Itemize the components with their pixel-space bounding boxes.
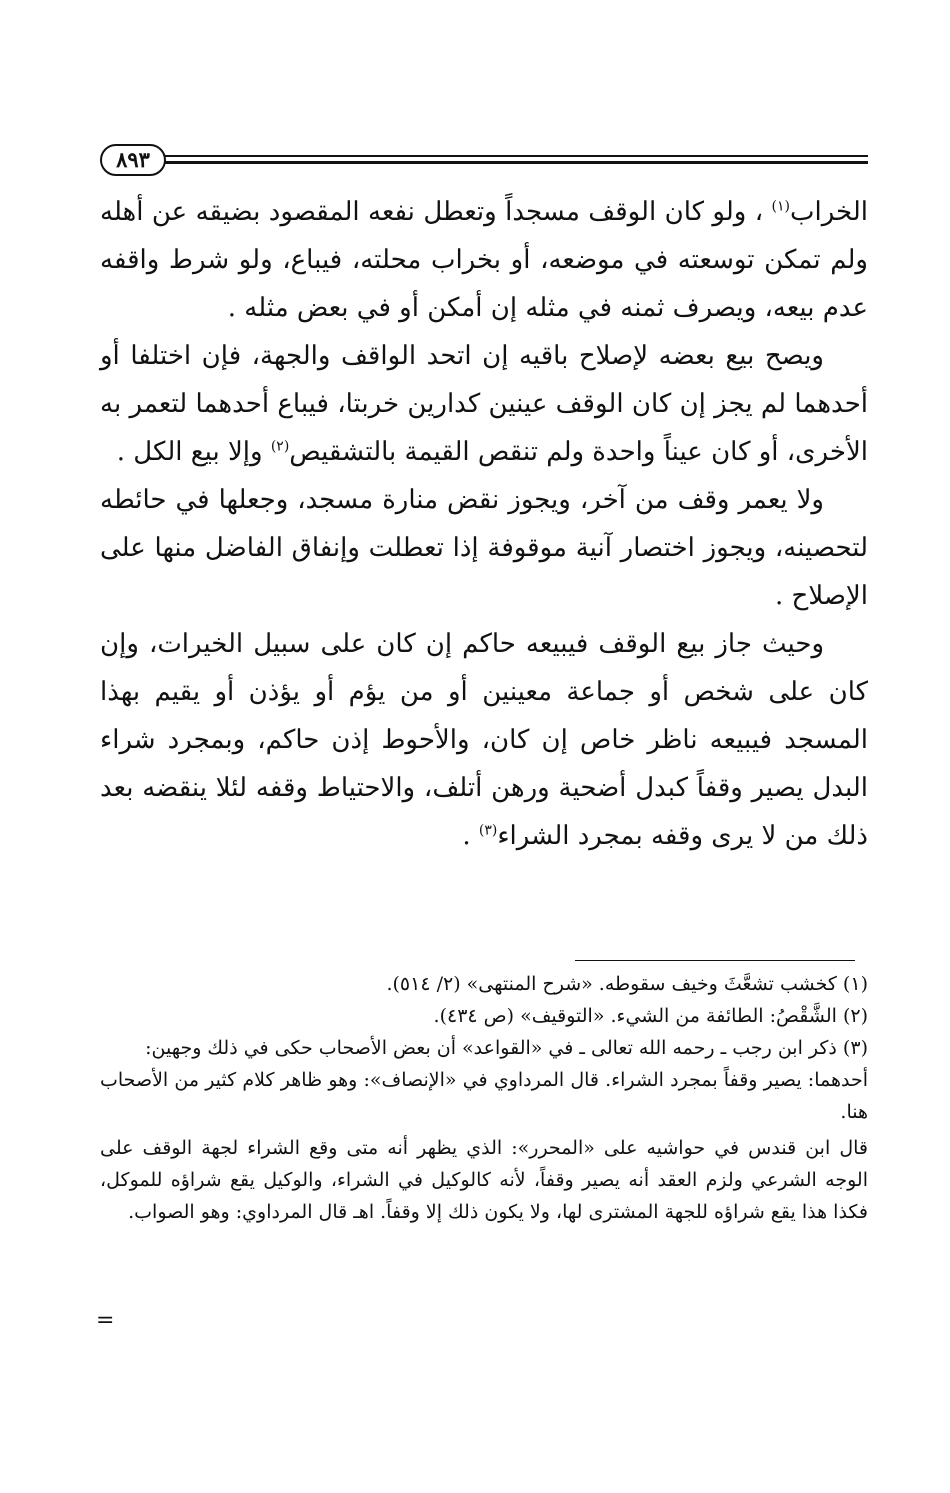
- paragraph-4-text: وحيث جاز بيع الوقف فيبيعه حاكم إن كان على سبيل الخيرات، وإن كان على شخص أو جماعة معينين أو من يؤم أو يؤذن أو يقيم بهذا المسجد فيبيعه ناظر خاص إن كان، والأحوط إذن حاكم، وبمجرد شراء البدل يصير وقفاً كبدل أضحية ورهن أتلف، والاحتياط وقفه لئلا ينقضه بعد ذلك من لا يرى وقفه بمجرد الشراء: [100, 629, 868, 851]
- page-number: ٨٩٣: [100, 144, 166, 176]
- continuation-mark: =: [96, 1308, 115, 1333]
- paragraph-2: [100, 332, 868, 476]
- paragraph-1: [100, 188, 868, 332]
- footnote-3-quote-1: أحدهما: يصير وقفاً بمجرد الشراء. قال المرداوي في «الإنصاف»: وهو ظاهر كلام كثير من الأصحاب هنا.: [100, 1069, 868, 1123]
- header-rule-thick: [156, 161, 868, 164]
- footnote-separator: [575, 960, 855, 961]
- footnote-ref-1: (١): [771, 198, 791, 215]
- paragraph-2-rest: وإلا بيع الكل .: [116, 437, 271, 467]
- footnote-2: (٢) الشَّقْصُ: الطائفة من الشيء. «التوقيف» (ص ٤٣٤).: [433, 1005, 868, 1027]
- paragraph-4: [100, 620, 868, 860]
- paragraph-3-text: ولا يعمر وقف من آخر، ويجوز نقض منارة مسجد، وجعلها في حائطه لتحصينه، ويجوز اختصار آنية موقوفة إذا تعطلت وإنفاق الفاضل منها على الإصلاح .: [100, 485, 868, 611]
- paragraph-1-rest: ، ولو كان الوقف مسجداً وتعطل نفعه المقصود بضيقه عن أهله ولم تمكن توسعته في موضعه، أو بخراب محلته، فيباع، ولو شرط واقفه عدم بيعه، ويصرف ثمنه في مثله إن أمكن أو في بعض مثله .: [100, 197, 868, 323]
- paragraph-3: [100, 476, 868, 620]
- paragraph-1-text: الخراب: [790, 197, 868, 227]
- header-rule: [156, 155, 868, 157]
- footnote-3-quote-2: قال ابن قندس في حواشيه على «المحرر»: الذي يظهر أنه متى وقع الشراء لجهة الوقف على الوجه الشرعي ولزم العقد أنه يصير وقفاً، لأنه كالوكيل في الشراء، والوكيل يقع شراؤه للموكل، فكذا هذا يقع شراؤه للجهة المشترى لها، ولا يكون ذلك إلا وقفاً. اهـ قال المرداوي: وهو الصواب.: [100, 1137, 868, 1223]
- footnote-ref-2: (٢): [270, 438, 290, 455]
- footnotes: [100, 968, 868, 1228]
- page-header: [100, 144, 868, 178]
- paragraph-2-text: ويصح بيع بعضه لإصلاح باقيه إن اتحد الواقف والجهة، فإن اختلفا أو أحدهما لم يجز إن كان الوقف عينين كدارين خربتا، فيباع أحدهما لتعمر به الأخرى، أو كان عيناً واحدة ولم تنقص القيمة بالتشقيص: [100, 341, 868, 467]
- footnote-1: (١) كخشب تشعَّثَ وخيف سقوطه. «شرح المنتهى» (٢/ ٥١٤).: [386, 973, 868, 995]
- footnote-3: (٣) ذكر ابن رجب ـ رحمه الله تعالى ـ في «القواعد» أن بعض الأصحاب حكى في ذلك وجهين:: [145, 1037, 868, 1059]
- paragraph-4-rest: .: [462, 821, 479, 851]
- footnote-ref-3: (٣): [478, 822, 498, 839]
- main-text: [100, 188, 868, 860]
